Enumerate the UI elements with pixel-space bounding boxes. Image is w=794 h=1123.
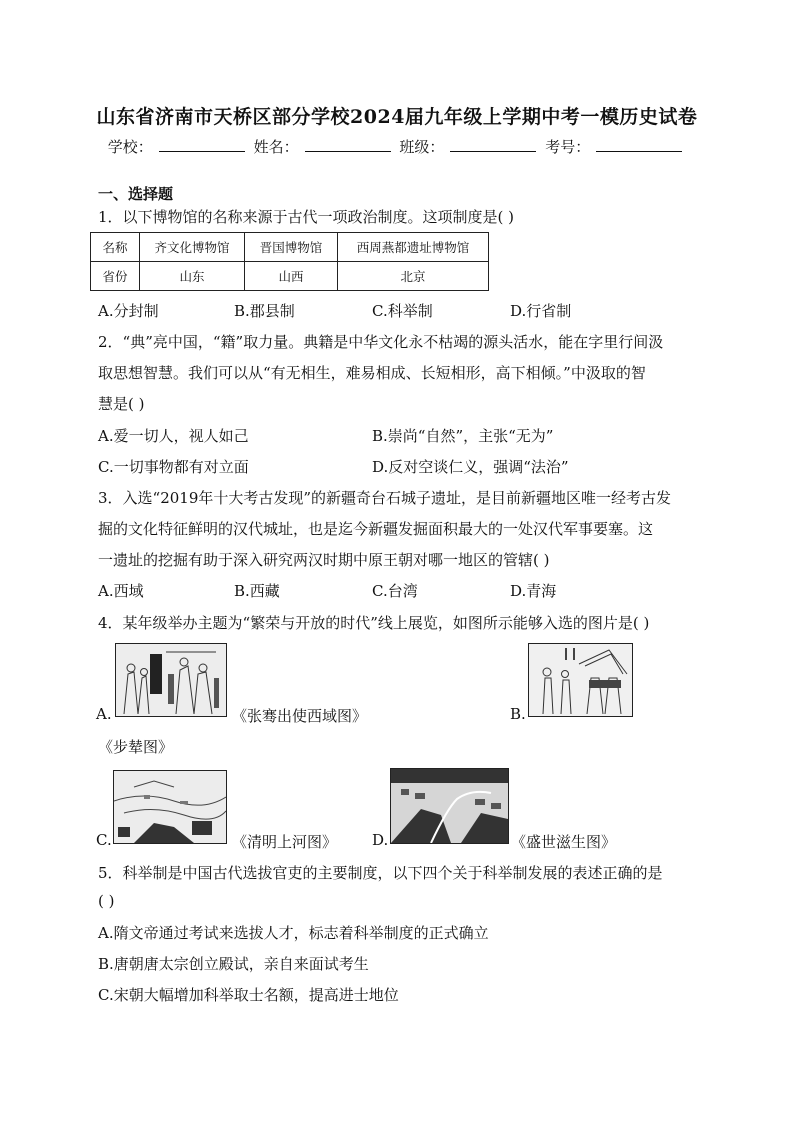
- q4-option-d-caption: 《盛世滋生图》: [511, 833, 617, 851]
- school-label: 学校：: [107, 138, 153, 156]
- q3-stem-line: 一遗址的挖掘有助于深入研究两汉时期中原王朝对哪一地区的管辖( ): [98, 551, 550, 569]
- q2-stem-line: 慧是( ): [98, 395, 145, 413]
- table-cell: 山东: [140, 262, 245, 291]
- q4-option-b-caption: 《步辇图》: [98, 738, 174, 756]
- q3-option-a[interactable]: A.西域: [98, 582, 144, 600]
- q2-option-b[interactable]: B.崇尚“自然”，主张“无为”: [372, 427, 554, 445]
- student-info-row: [0, 136, 794, 157]
- q2-option-d[interactable]: D.反对空谈仁义，强调“法治”: [372, 458, 569, 476]
- q4-option-a-caption: 《张骞出使西域图》: [232, 707, 368, 725]
- museum-table: [90, 232, 489, 291]
- table-cell: 名称: [91, 233, 140, 262]
- table-row: [91, 262, 489, 291]
- table-row: [91, 233, 489, 262]
- exam-title: 山东省济南市天桥区部分学校2024届九年级上学期中考一模历史试卷: [96, 106, 698, 128]
- bu-nian-painting-image[interactable]: [528, 643, 633, 717]
- q3-stem-line: 3．入选“2019年十大考古发现”的新疆奇台石城子遗址，是目前新疆地区唯一经考古发: [98, 489, 672, 507]
- number-label: 考号：: [545, 138, 591, 156]
- q1-stem: 1．以下博物馆的名称来源于古代一项政治制度。这项制度是( ): [98, 208, 515, 226]
- q1-option-d[interactable]: D.行省制: [510, 302, 572, 320]
- q1-option-b[interactable]: B.郡县制: [234, 302, 295, 320]
- q5-option-a[interactable]: A.隋文帝通过考试来选拔人才，标志着科举制度的正式确立: [98, 924, 489, 942]
- q4-stem: 4．某年级举办主题为“繁荣与开放的时代”线上展览，如图所示能够入选的图片是( ): [98, 614, 650, 632]
- q2-stem-line: 取思想智慧。我们可以从“有无相生，难易相成、长短相形，高下相倾。”中汲取的智: [98, 364, 646, 382]
- table-cell: 北京: [338, 262, 489, 291]
- school-blank[interactable]: [159, 137, 245, 152]
- q4-option-d-label[interactable]: D.: [372, 831, 389, 849]
- table-cell: 省份: [91, 262, 140, 291]
- q2-option-c[interactable]: C.一切事物都有对立面: [98, 458, 249, 476]
- class-blank[interactable]: [450, 137, 536, 152]
- class-label: 班级：: [399, 138, 445, 156]
- q2-stem-line: 2．“典”亮中国，“籍”取力量。典籍是中华文化永不枯竭的源头活水，能在字里行间汲: [98, 333, 664, 351]
- table-cell: 山西: [245, 262, 338, 291]
- number-blank[interactable]: [596, 137, 682, 152]
- shengshi-zisheng-painting-image[interactable]: [390, 768, 509, 844]
- q1-option-c[interactable]: C.科举制: [372, 302, 433, 320]
- name-label: 姓名：: [253, 138, 299, 156]
- section-heading: 一、选择题: [98, 185, 174, 203]
- table-cell: 西周燕都遗址博物馆: [338, 233, 489, 262]
- q5-option-b[interactable]: B.唐朝唐太宗创立殿试，亲自来面试考生: [98, 955, 369, 973]
- table-cell: 齐文化博物馆: [140, 233, 245, 262]
- q1-option-a[interactable]: A.分封制: [98, 302, 159, 320]
- q3-option-b[interactable]: B.西藏: [234, 582, 280, 600]
- table-cell: 晋国博物馆: [245, 233, 338, 262]
- q3-option-c[interactable]: C.台湾: [372, 582, 418, 600]
- q2-option-a[interactable]: A.爱一切人，视人如己: [98, 427, 249, 445]
- q4-option-b-label[interactable]: B.: [510, 705, 526, 723]
- q5-option-c[interactable]: C.宋朝大幅增加科举取士名额，提高进士地位: [98, 986, 399, 1004]
- q5-stem-line: 5．科举制是中国古代选拔官吏的主要制度，以下四个关于科举制发展的表述正确的是: [98, 864, 663, 882]
- q4-option-c-label[interactable]: C.: [96, 831, 112, 849]
- q4-option-a-label[interactable]: A.: [96, 705, 112, 723]
- zhang-qian-painting-image[interactable]: [115, 643, 227, 717]
- q4-option-c-caption: 《清明上河图》: [232, 833, 338, 851]
- q3-stem-line: 掘的文化特征鲜明的汉代城址，也是迄今新疆发掘面积最大的一处汉代军事要塞。这: [98, 520, 654, 538]
- q5-stem-line: ( ): [98, 892, 115, 910]
- name-blank[interactable]: [305, 137, 391, 152]
- qingming-painting-image[interactable]: [113, 770, 227, 844]
- q3-option-d[interactable]: D.青海: [510, 582, 557, 600]
